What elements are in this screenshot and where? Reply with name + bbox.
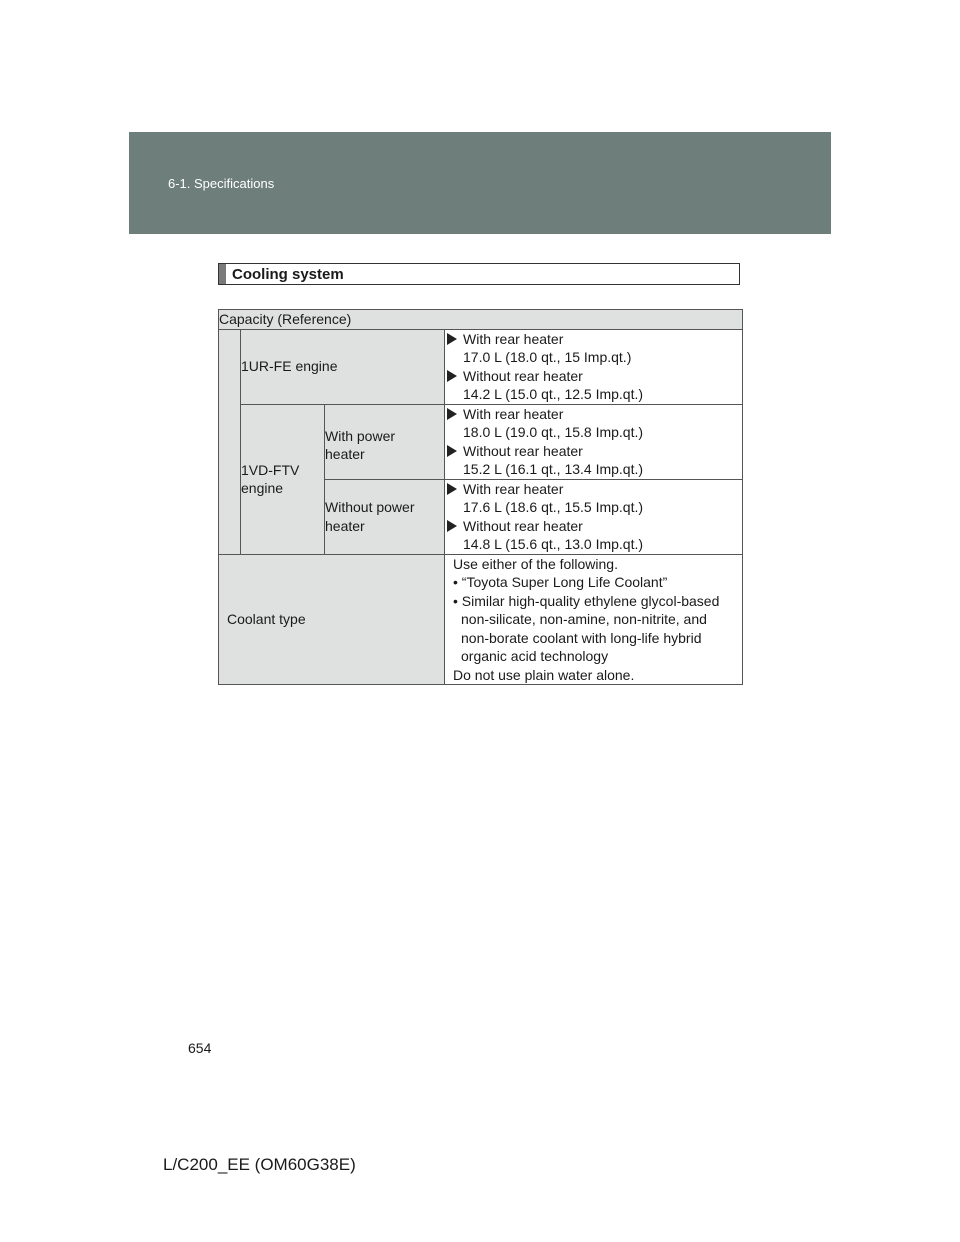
vd-engine-label-line: 1VD-FTV (241, 461, 300, 478)
capacity-value: 17.0 L (18.0 qt., 15 Imp.qt.) (463, 349, 632, 365)
document-code: L/C200_EE (OM60G38E) (163, 1155, 356, 1174)
coolant-option: • Similar high-quality ethylene glycol-based (453, 592, 720, 609)
vd-engine-power-row (219, 404, 743, 479)
triangle-bullet-icon (447, 408, 457, 420)
list-item: Without rear heater (445, 517, 742, 536)
capacity-value: 17.6 L (18.6 qt., 15.5 Imp.qt.) (463, 499, 644, 515)
triangle-bullet-icon (447, 370, 457, 382)
page-number: 654 (188, 1040, 212, 1056)
capacity-value: 18.0 L (19.0 qt., 15.8 Imp.qt.) (463, 424, 644, 440)
list-item: Without rear heater (445, 367, 742, 386)
coolant-option: • “Toyota Super Long Life Coolant” (453, 574, 668, 590)
heading-title: Cooling system (232, 266, 344, 283)
coolant-option-line: organic acid technology (461, 648, 609, 664)
triangle-bullet-icon (447, 483, 457, 495)
vd-engine-label (241, 404, 325, 554)
label-line: With power (325, 427, 396, 444)
label-line: heater (325, 517, 365, 534)
list-item: Without rear heater (445, 442, 742, 461)
label-line: heater (325, 446, 365, 462)
triangle-bullet-icon (447, 333, 457, 345)
coolant-type-values (445, 554, 743, 685)
list-item: With rear heater (445, 330, 742, 349)
coolant-option-line: non-silicate, non-amine, non-nitrite, and (461, 611, 707, 627)
list-item: With rear heater (445, 405, 742, 424)
section-header-band (129, 132, 831, 234)
heading-accent-bar (219, 264, 226, 284)
capacity-value: 14.8 L (15.6 qt., 13.0 Imp.qt.) (463, 536, 644, 552)
with-power-heater-values (445, 404, 743, 479)
ur-engine-label: 1UR-FE engine (241, 329, 445, 404)
coolant-warning: Do not use plain water alone. (453, 666, 635, 683)
triangle-bullet-icon (447, 520, 457, 532)
coolant-option-line: non-borate coolant with long-life hybrid (461, 629, 702, 646)
vd-engine-label-line: engine (241, 480, 284, 496)
coolant-type-row (219, 554, 743, 685)
label-line: Without power (325, 499, 415, 515)
with-power-heater-label (325, 404, 445, 479)
capacity-value: 14.2 L (15.0 qt., 12.5 Imp.qt.) (463, 386, 644, 402)
capacity-label: Capacity (Reference) (219, 310, 743, 330)
coolant-intro: Use either of the following. (453, 555, 618, 572)
coolant-type-label: Coolant type (219, 554, 445, 685)
without-power-heater-values (445, 479, 743, 554)
cooling-spec-table (218, 309, 743, 685)
cooling-system-heading (218, 263, 740, 285)
section-title: 6-1. Specifications (168, 176, 275, 191)
list-item: With rear heater (445, 480, 742, 499)
ur-engine-values (445, 329, 743, 404)
without-power-heater-label (325, 479, 445, 554)
ur-engine-row (219, 329, 743, 404)
capacity-value: 15.2 L (16.1 qt., 13.4 Imp.qt.) (463, 461, 644, 477)
triangle-bullet-icon (447, 445, 457, 457)
capacity-header-row (219, 310, 743, 330)
capacity-indent-cell (219, 329, 241, 554)
